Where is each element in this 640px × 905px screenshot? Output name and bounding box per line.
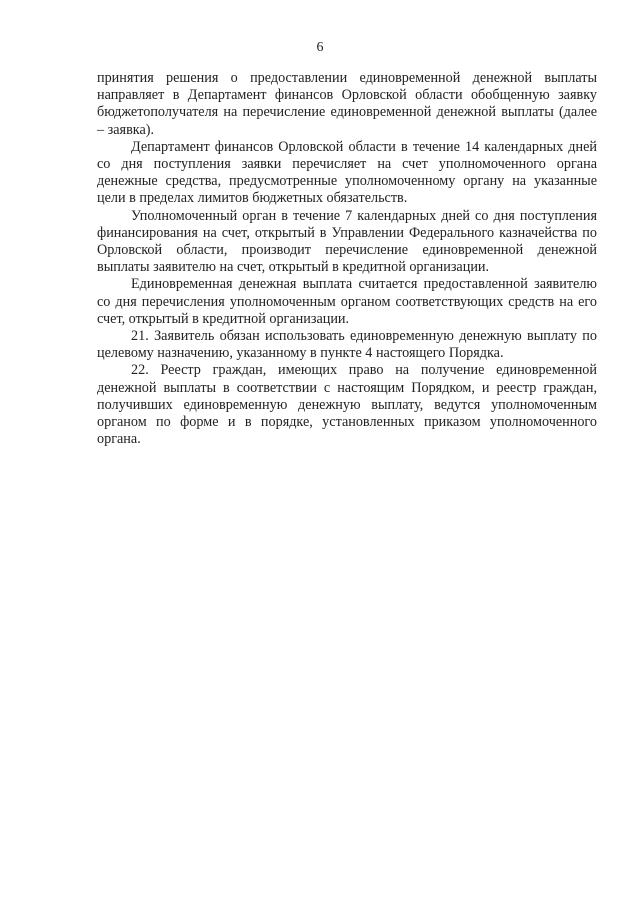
paragraph-item-22: 22. Реестр граждан, имеющих право на получение единовременной денежной выплаты в соответствии с настоящим Порядком, и реестр граждан, получивших единовременную денежную выплату, ведутся уполномоченным органом по форме и в порядке, установленных приказом уполномоченного органа. <box>97 362 597 448</box>
paragraph-item-21: 21. Заявитель обязан использовать единовременную денежную выплату по целевому назначению, указанному в пункте 4 настоящего Порядка. <box>97 328 597 362</box>
paragraph-continuation: принятия решения о предоставлении единовременной денежной выплаты направляет в Департамент финансов Орловской области обобщенную заявку бюджетополучателя на перечисление единовременной денежной выплаты (далее – заявка). <box>97 70 597 138</box>
page-number: 6 <box>316 40 324 55</box>
paragraph-payment-provided: Единовременная денежная выплата считается предоставленной заявителю со дня перечисления уполномоченным органом соответствующих средств на его счет, открытый в кредитной организации. <box>97 276 597 327</box>
document-body <box>97 70 597 448</box>
paragraph-authorized-body-transfer: Уполномоченный орган в течение 7 календарных дней со дня поступления финансирования на счет, открытый в Управлении Федерального казначейства по Орловской области, производит перечисление единовременной денежной выплаты заявителю на счет, открытый в кредитной организации. <box>97 207 597 276</box>
paragraph-finance-department: Департамент финансов Орловской области в течение 14 календарных дней со дня поступления заявки перечисляет на счет уполномоченного органа денежные средства, предусмотренные уполномоченному органу на указанные цели в пределах лимитов бюджетных обязательств. <box>97 138 597 207</box>
